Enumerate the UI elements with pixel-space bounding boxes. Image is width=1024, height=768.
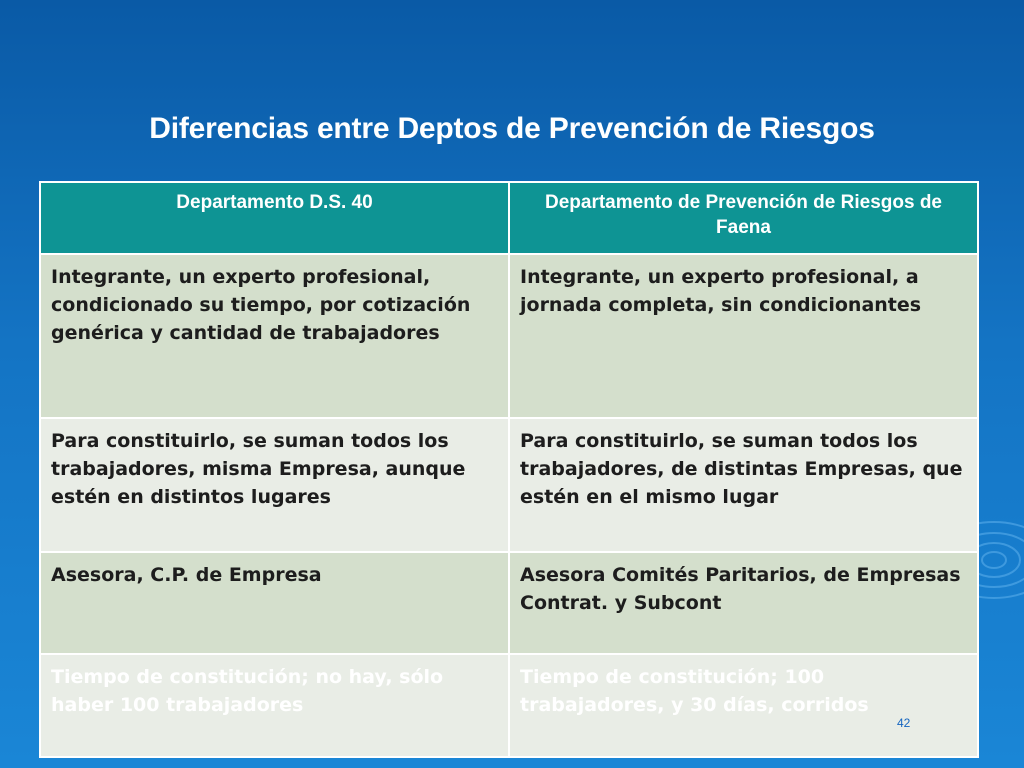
table-cell: Para constituirlo, se suman todos los trabajadores, de distintas Empresas, que estén en el mismo lugar (509, 418, 978, 552)
table-row (40, 254, 978, 418)
header-cell: Departamento de Prevención de Riesgos de Faena (509, 182, 978, 254)
table-cell: Integrante, un experto profesional, a jornada completa, sin condicionantes (509, 254, 978, 418)
table-cell: Integrante, un experto profesional, condicionado su tiempo, por cotización genérica y cantidad de trabajadores (40, 254, 509, 418)
table-row (40, 552, 978, 654)
comparison-table (39, 181, 979, 758)
table-cell: Tiempo de constitución; no hay, sólo haber 100 trabajadores (40, 654, 509, 757)
table-row (40, 654, 978, 757)
table-header-row (40, 182, 978, 254)
table-row (40, 418, 978, 552)
table-cell: Asesora Comités Paritarios, de Empresas Contrat. y Subcont (509, 552, 978, 654)
header-cell: Departamento D.S. 40 (40, 182, 509, 254)
slide-title: Diferencias entre Deptos de Prevención de Riesgos (149, 112, 875, 145)
table-cell: Para constituirlo, se suman todos los trabajadores, misma Empresa, aunque estén en distintos lugares (40, 418, 509, 552)
table-cell: Asesora, C.P. de Empresa (40, 552, 509, 654)
page-number: 42 (897, 716, 911, 730)
table-cell: Tiempo de constitución; 100 trabajadores, y 30 días, corridos (509, 654, 978, 757)
